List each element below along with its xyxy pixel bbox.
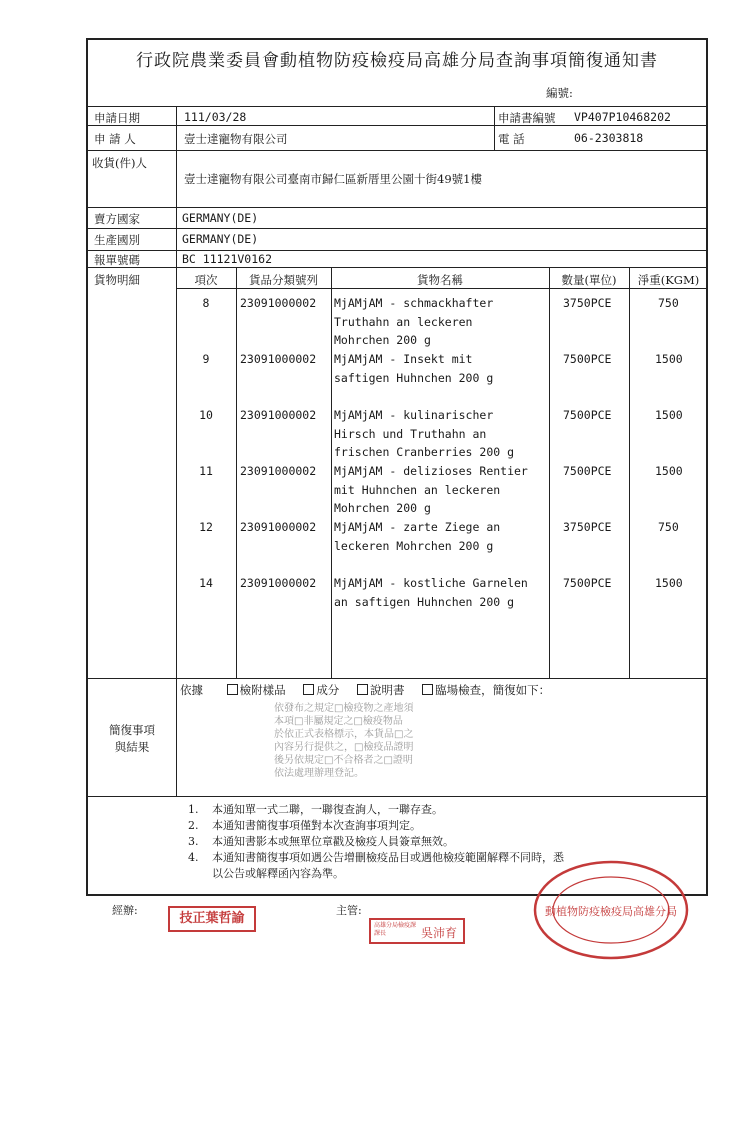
option-samples: 檢附樣品 — [239, 683, 286, 697]
applicant-label: 申 請 人 — [94, 132, 136, 146]
row-name-line: saftigen Huhnchen 200 g — [334, 370, 494, 385]
row-weight: 750 — [658, 296, 679, 310]
consignee-label: 收貨(件)人 — [92, 156, 147, 170]
handler-stamp: 技正葉哲諭 — [168, 906, 256, 932]
reply-label: 簡復事項 與結果 — [109, 723, 155, 754]
row-name-line: an saftigen Huhnchen 200 g — [334, 594, 515, 609]
supervisor-label: 主管: — [336, 904, 362, 917]
row-weight: 1500 — [655, 408, 683, 422]
official-seal — [530, 858, 692, 962]
row-code: 23091000002 — [240, 296, 317, 310]
row-item: 8 — [202, 296, 210, 310]
row-qty: 7500PCE — [563, 408, 612, 422]
checkbox-samples[interactable] — [227, 684, 238, 695]
row-code: 23091000002 — [240, 352, 317, 366]
phone-label: 電 話 — [498, 132, 525, 146]
supervisor-stamp — [369, 918, 465, 944]
reply-options — [180, 682, 550, 698]
origin-label: 生產國別 — [94, 233, 140, 247]
phone-value: 06-2303818 — [574, 131, 644, 145]
serial-label: 編號: — [546, 86, 573, 100]
row-code: 23091000002 — [240, 464, 317, 478]
note-item: 2. 本通知書簡復事項僅對本次查詢事項判定。 — [188, 819, 421, 832]
voucher-value: BC 11121V0162 — [182, 252, 273, 266]
row-code: 23091000002 — [240, 408, 317, 422]
checkbox-manual[interactable] — [357, 684, 368, 695]
row-name-line: MjAMjAM - Insekt mit — [334, 352, 473, 366]
seller-country-label: 賣方國家 — [94, 212, 140, 226]
consignee-value: 壹士達寵物有限公司臺南市歸仁區新厝里公園十街49號1樓 — [184, 172, 482, 186]
header-item: 項次 — [194, 273, 218, 287]
row-name-line: MjAMjAM - zarte Ziege an — [334, 520, 501, 534]
app-no-label: 申請書編號 — [498, 111, 556, 125]
faint-reply-text: 依發布之規定□檢疫物之產地須 本項□非屬規定之□檢疫物品 於依正式表格標示，本貨品□之 內容另行提供之，□檢疫品證明 後另依規定□不合格者之□證明 依法處理辦理登記。 — [274, 703, 414, 779]
official-seal-text: 動植物防疫檢疫局高雄分局 — [545, 905, 677, 918]
row-item: 9 — [202, 352, 210, 366]
header-weight: 淨重(KGM) — [637, 273, 700, 287]
row-qty: 3750PCE — [563, 296, 612, 310]
row-weight: 1500 — [655, 576, 683, 590]
row-name-line: frischen Cranberries 200 g — [334, 445, 515, 459]
voucher-label: 報單號碼 — [94, 253, 140, 267]
row-name-line: Mohrchen 200 g — [334, 333, 431, 347]
basis-label: 依據 — [180, 683, 203, 697]
apply-date-value: 111/03/28 — [184, 110, 247, 124]
row-name-line: mit Huhnchen an leckeren — [334, 482, 501, 497]
row-name-line: MjAMjAM - kulinarischer — [334, 408, 494, 422]
row-code: 23091000002 — [240, 576, 317, 590]
option-manual: 說明書 — [369, 683, 405, 697]
supervisor-stamp-small: 高雄分局檢疫課 課長 — [374, 922, 417, 937]
row-item: 11 — [199, 464, 213, 478]
row-name-line: MjAMjAM - kostliche Garnelen — [334, 576, 528, 590]
header-name: 貨物名稱 — [417, 273, 463, 287]
note-item: 3. 本通知書影本或無單位章戳及檢疫人員簽章無效。 — [188, 835, 454, 848]
handler-label: 經辦: — [112, 904, 138, 917]
supervisor-stamp-name: 吳沛育 — [421, 926, 458, 940]
row-name-line: MjAMjAM - delizioses Rentier — [334, 464, 528, 478]
note-item: 1. 本通知單一式二聯，一聯復查詢人，一聯存查。 — [188, 803, 443, 816]
document-title: 行政院農業委員會動植物防疫檢疫局高雄分局查詢事項簡復通知書 — [136, 51, 658, 71]
note-item: 以公告或解釋函內容為準。 — [212, 867, 344, 880]
seller-country-value: GERMANY(DE) — [182, 211, 259, 225]
row-name-line: Mohrchen 200 g — [334, 501, 431, 515]
row-name-line: MjAMjAM - schmackhafter — [334, 296, 494, 310]
row-qty: 7500PCE — [563, 352, 612, 366]
option-inspection: 臨場檢查，簡復如下： — [435, 683, 551, 697]
row-item: 10 — [199, 408, 213, 422]
row-weight: 750 — [658, 520, 679, 534]
header-qty: 數量(單位) — [561, 273, 617, 287]
row-qty: 3750PCE — [563, 520, 612, 534]
row-qty: 7500PCE — [563, 464, 612, 478]
row-weight: 1500 — [655, 464, 683, 478]
notes-list — [188, 802, 564, 882]
row-qty: 7500PCE — [563, 576, 612, 590]
app-no-value: VP407P10468202 — [574, 110, 671, 124]
apply-date-label: 申請日期 — [94, 111, 140, 125]
row-item: 14 — [199, 576, 213, 590]
applicant-value: 壹士達寵物有限公司 — [184, 132, 288, 146]
header-code: 貨品分類號列 — [249, 273, 318, 287]
row-item: 12 — [199, 520, 213, 534]
row-name-line: Hirsch und Truthahn an — [334, 426, 487, 441]
checkbox-ingredients[interactable] — [303, 684, 314, 695]
note-item: 4. 本通知書簡復事項如遇公告增刪檢疫品目或遇他檢疫範圍解釋不同時，悉 — [188, 851, 564, 864]
goods-label: 貨物明細 — [94, 273, 140, 287]
notification-form — [86, 38, 708, 896]
row-code: 23091000002 — [240, 520, 317, 534]
row-name-line: Truthahn an leckeren — [334, 314, 473, 329]
row-weight: 1500 — [655, 352, 683, 366]
checkbox-inspection[interactable] — [422, 684, 433, 695]
origin-value: GERMANY(DE) — [182, 232, 259, 246]
row-name-line: leckeren Mohrchen 200 g — [334, 538, 494, 553]
option-ingredients: 成分 — [316, 683, 340, 697]
